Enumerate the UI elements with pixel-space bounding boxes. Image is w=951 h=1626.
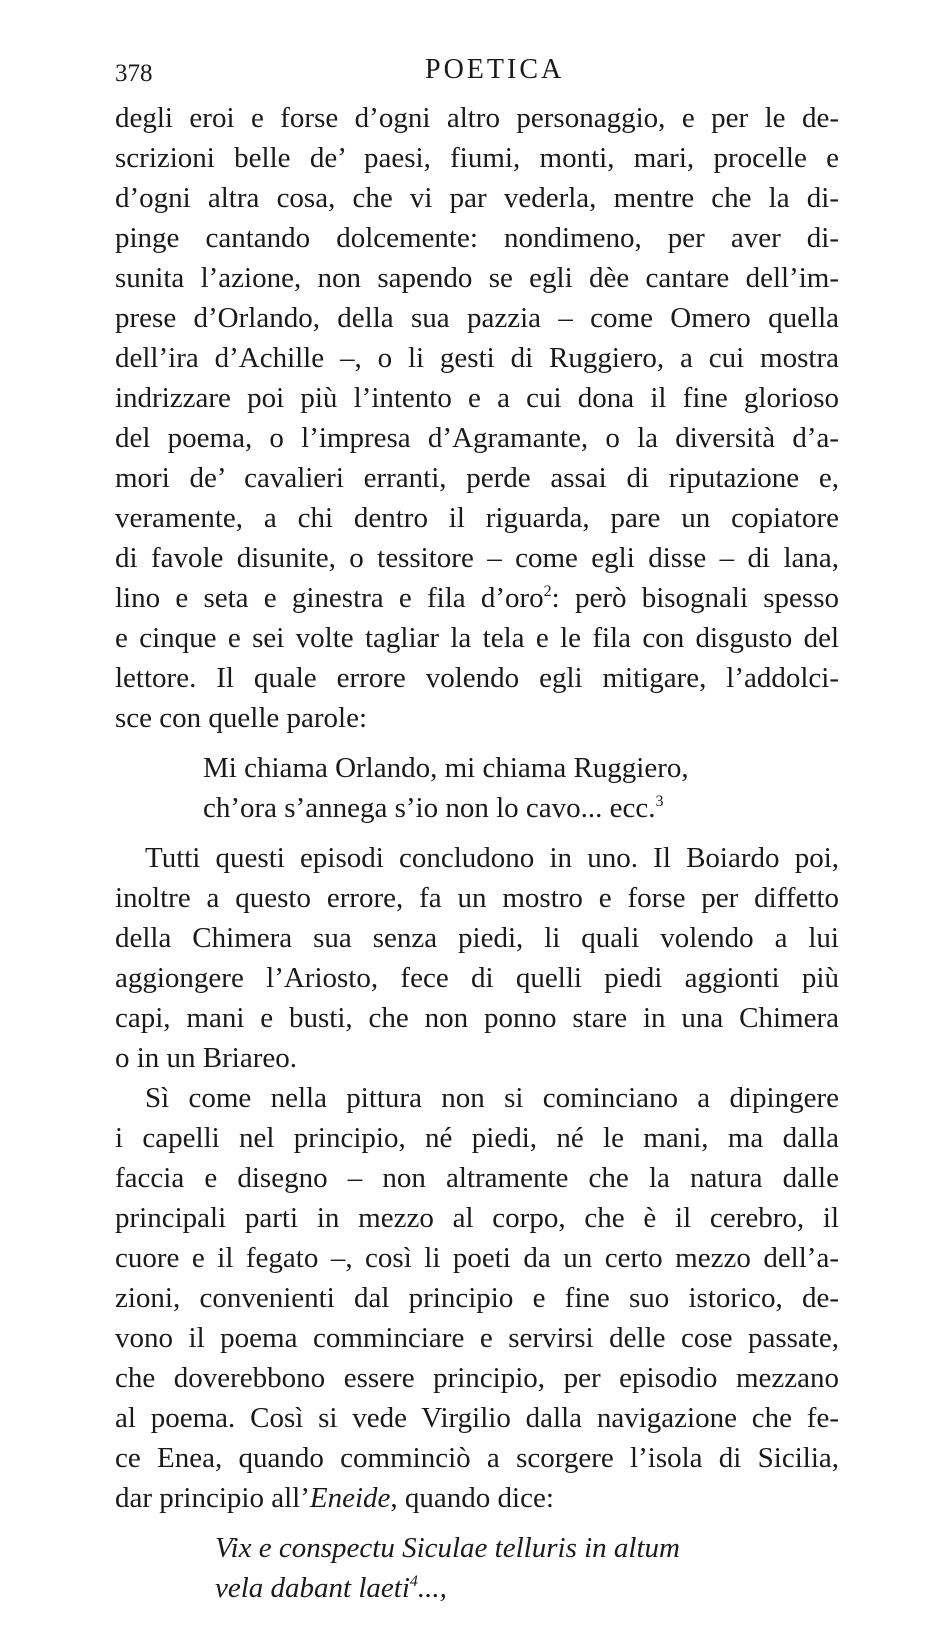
text-line: degli eroi e forse d’ogni altro personaggio, e per le de‑	[115, 102, 839, 134]
text-span: lino e seta e ginestra e fila d’oro	[115, 582, 544, 614]
text-span: ch’ora s’annega s’io non lo cavo... ecc.	[203, 792, 656, 824]
text-line: al poema. Così si vede Virgilio dalla navigazione che fe‑	[115, 1402, 839, 1434]
verse-line	[115, 1568, 839, 1608]
text-line: veramente, a chi dentro il riguarda, pare un copiatore	[115, 502, 839, 534]
text-line: sce con quelle parole:	[115, 702, 368, 734]
text-line: aggiongere l’Ariosto, fece di quelli piedi aggionti più	[115, 962, 839, 994]
footnote-ref: 2	[543, 583, 552, 600]
text-line: di favole disunite, o tessitore – come egli disse – di lana,	[115, 542, 839, 574]
verse-line: Vix e conspectu Siculae telluris in altum	[215, 1532, 680, 1564]
text-line: dell’ira d’Achille –, o li gesti di Ruggiero, a cui mostra	[115, 342, 839, 374]
text-line: vono il poema comminciare e servirsi delle cose passate,	[115, 1322, 839, 1354]
text-line: d’ogni altra cosa, che vi par vederla, mentre che la di‑	[115, 182, 839, 214]
text-span: dar principio all’	[115, 1482, 310, 1514]
text-line: prese d’Orlando, della sua pazzia – come Omero quella	[115, 302, 839, 334]
page-body	[115, 98, 839, 1608]
text-line: indrizzare poi più l’intento e a cui dona il fine glorioso	[115, 382, 839, 414]
text-line: zioni, convenienti dal principio e fine suo istorico, de‑	[115, 1282, 839, 1314]
text-line: inoltre a questo errore, fa un mostro e forse per diffetto	[115, 882, 839, 914]
text-line: lettore. Il quale errore volendo egli mitigare, l’addolci‑	[115, 662, 839, 694]
page-header	[115, 54, 835, 94]
italic-title: Eneide	[309, 1482, 391, 1514]
text-span: : però bisognali spesso	[551, 582, 839, 614]
text-line: Sì come nella pittura non si cominciano a dipingere	[145, 1082, 839, 1114]
text-span: vela dabant laeti	[215, 1572, 410, 1604]
page-number: 378	[115, 60, 153, 87]
text-line: che doverebbono essere principio, per episodio mezzano	[115, 1362, 839, 1394]
running-head: POETICA	[425, 54, 565, 85]
text-line	[115, 578, 839, 618]
text-line: del poema, o l’impresa d’Agramante, o la diversità d’a‑	[115, 422, 839, 454]
text-line: o in un Briareo.	[115, 1042, 298, 1074]
verse-line	[115, 788, 839, 828]
text-line: pinge cantando dolcemente: nondimeno, per aver di‑	[115, 222, 839, 254]
text-line: cuore e il fegato –, così li poeti da un certo mezzo dell’a‑	[115, 1242, 839, 1274]
text-line: scrizioni belle de’ paesi, fiumi, monti, mari, procelle e	[115, 142, 839, 174]
text-line: e cinque e sei volte tagliar la tela e le fila con disgusto del	[115, 622, 839, 654]
text-span: , quando dice:	[390, 1482, 554, 1514]
text-line: i capelli nel principio, né piedi, né le mani, ma dalla	[115, 1122, 839, 1154]
text-line: capi, mani e busti, che non ponno stare in una Chimera	[115, 1002, 839, 1034]
text-line: Tutti questi episodi concludono in uno. Il Boiardo poi,	[145, 842, 839, 874]
text-line	[115, 1478, 839, 1518]
footnote-ref: 3	[655, 793, 664, 810]
text-line: ce Enea, quando comminciò a scorgere l’isola di Sicilia,	[115, 1442, 839, 1474]
text-span: ...,	[417, 1572, 447, 1604]
footnote-ref: 4	[409, 1573, 418, 1590]
text-line: della Chimera sua senza piedi, li quali volendo a lui	[115, 922, 839, 954]
text-line: sunita l’azione, non sapendo se egli dèe cantare dell’im‑	[115, 262, 839, 294]
verse-line: Mi chiama Orlando, mi chiama Ruggiero,	[203, 752, 689, 784]
text-line: principali parti in mezzo al corpo, che è il cerebro, il	[115, 1202, 839, 1234]
text-line: faccia e disegno – non altramente che la natura dalle	[115, 1162, 839, 1194]
text-line: mori de’ cavalieri erranti, perde assai di riputazione e,	[115, 462, 839, 494]
